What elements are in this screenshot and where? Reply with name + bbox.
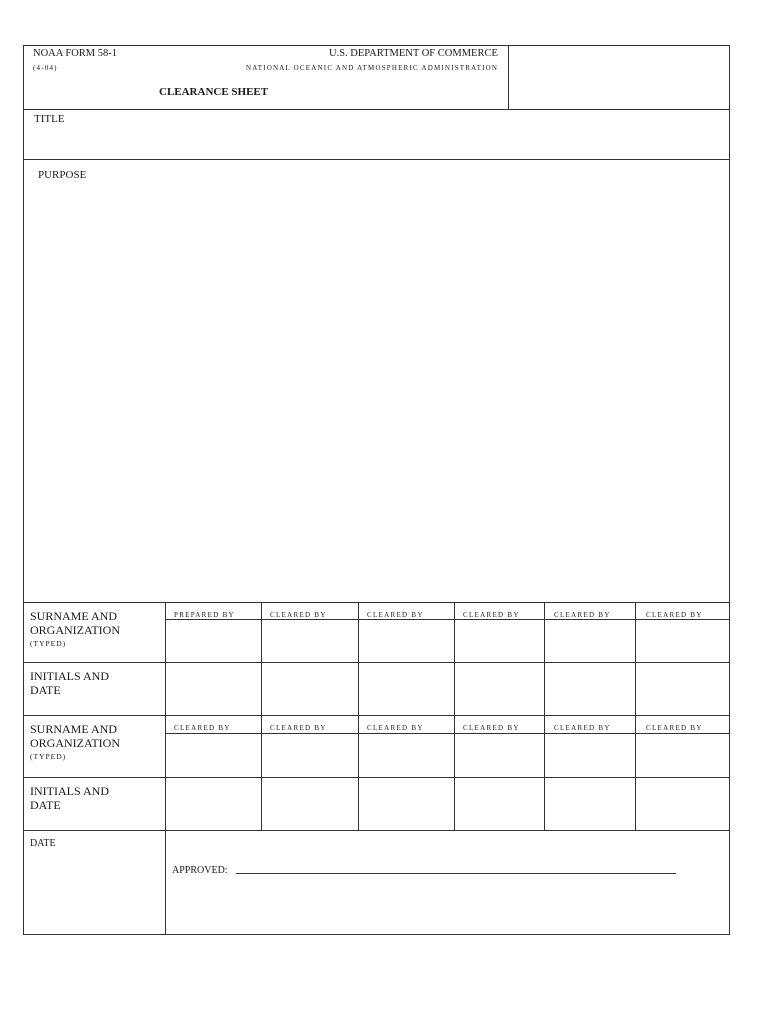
- top-initials-cell-1[interactable]: [166, 664, 261, 714]
- top-initials-cell-5[interactable]: [546, 664, 635, 714]
- bottom-surname-cell-2[interactable]: [263, 734, 358, 777]
- purpose-field[interactable]: [24, 160, 729, 602]
- top-col-header-4: CLEARED BY: [463, 611, 520, 619]
- top-col-header-3: CLEARED BY: [367, 611, 424, 619]
- bottom-grid-bottom-rule: [24, 830, 729, 831]
- bottom-initials-cell-4[interactable]: [456, 779, 544, 829]
- clearance-form: [23, 45, 730, 935]
- date-field[interactable]: [24, 832, 164, 934]
- top-surname-label-line2: ORGANIZATION: [30, 623, 120, 637]
- bottom-surname-label-line2: ORGANIZATION: [30, 736, 120, 750]
- purpose-label: PURPOSE: [38, 169, 87, 181]
- top-col-header-6: CLEARED BY: [646, 611, 703, 619]
- top-typed-note: (TYPED): [30, 639, 67, 648]
- bottom-surname-cell-3[interactable]: [360, 734, 454, 777]
- header-divider: [508, 46, 509, 109]
- bottom-initials-cell-6[interactable]: [637, 779, 729, 829]
- top-col-header-2: CLEARED BY: [270, 611, 327, 619]
- top-surname-cell-3[interactable]: [360, 620, 454, 662]
- title-field[interactable]: [24, 110, 729, 159]
- top-surname-cell-1[interactable]: [166, 620, 261, 662]
- bottom-initials-cell-3[interactable]: [360, 779, 454, 829]
- grid-col-divider-3: [454, 602, 455, 830]
- label-column-divider: [165, 602, 166, 935]
- top-initials-cell-6[interactable]: [637, 664, 729, 714]
- grid-col-divider-4: [544, 602, 545, 830]
- top-surname-cell-4[interactable]: [456, 620, 544, 662]
- top-initials-label-line2: DATE: [30, 683, 61, 697]
- top-surname-cell-5[interactable]: [546, 620, 635, 662]
- top-initials-cell-4[interactable]: [456, 664, 544, 714]
- sheet-title: CLEARANCE SHEET: [159, 86, 269, 98]
- bottom-col-header-5: CLEARED BY: [554, 724, 611, 732]
- bottom-initials-cell-2[interactable]: [263, 779, 358, 829]
- bottom-surname-bottom-rule: [24, 777, 729, 778]
- top-col-header-5: CLEARED BY: [554, 611, 611, 619]
- bottom-surname-cell-4[interactable]: [456, 734, 544, 777]
- bottom-surname-label-line1: SURNAME AND: [30, 722, 118, 736]
- top-grid-bottom-rule: [24, 715, 729, 716]
- bottom-col-header-2: CLEARED BY: [270, 724, 327, 732]
- bottom-typed-note: (TYPED): [30, 752, 67, 761]
- top-initials-label-line1: INITIALS AND: [30, 669, 109, 683]
- top-surname-label-line1: SURNAME AND: [30, 609, 118, 623]
- grid-col-divider-2: [358, 602, 359, 830]
- date-label: DATE: [30, 838, 56, 849]
- bottom-surname-cell-6[interactable]: [637, 734, 729, 777]
- bottom-initials-cell-5[interactable]: [546, 779, 635, 829]
- top-col-header-1: PREPARED BY: [174, 611, 235, 619]
- form-revision: (4-04): [33, 64, 58, 72]
- bottom-surname-cell-1[interactable]: [166, 734, 261, 777]
- top-surname-bottom-rule: [24, 662, 729, 663]
- top-surname-cell-2[interactable]: [263, 620, 358, 662]
- form-number: NOAA FORM 58-1: [33, 48, 118, 59]
- purpose-bottom-rule: [24, 602, 729, 603]
- approved-label: APPROVED:: [172, 865, 228, 876]
- administration-name: NATIONAL OCEANIC AND ATMOSPHERIC ADMINISTRATION: [246, 64, 499, 72]
- bottom-initials-label-line2: DATE: [30, 798, 61, 812]
- top-initials-cell-3[interactable]: [360, 664, 454, 714]
- top-surname-cell-6[interactable]: [637, 620, 729, 662]
- bottom-col-header-1: CLEARED BY: [174, 724, 231, 732]
- bottom-col-header-6: CLEARED BY: [646, 724, 703, 732]
- bottom-initials-label-line1: INITIALS AND: [30, 784, 109, 798]
- bottom-initials-cell-1[interactable]: [166, 779, 261, 829]
- bottom-surname-cell-5[interactable]: [546, 734, 635, 777]
- title-label: TITLE: [34, 113, 65, 125]
- header-stamp-box[interactable]: [510, 46, 729, 109]
- top-initials-cell-2[interactable]: [263, 664, 358, 714]
- bottom-col-header-3: CLEARED BY: [367, 724, 424, 732]
- grid-col-divider-5: [635, 602, 636, 830]
- grid-col-divider-1: [261, 602, 262, 830]
- department-name: U.S. DEPARTMENT OF COMMERCE: [329, 48, 498, 59]
- approved-signature-line[interactable]: [236, 873, 676, 874]
- bottom-col-header-4: CLEARED BY: [463, 724, 520, 732]
